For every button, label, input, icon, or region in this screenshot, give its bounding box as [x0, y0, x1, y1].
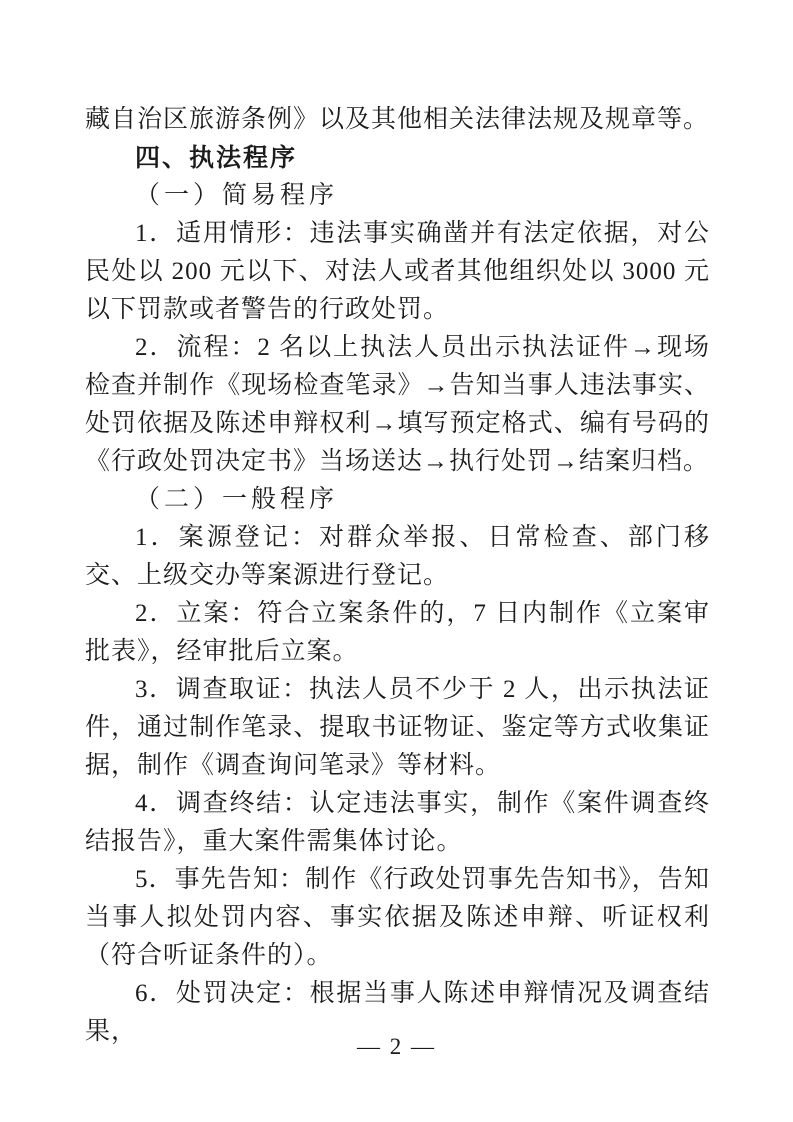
continuation-paragraph: 藏自治区旅游条例》以及其他相关法律法规及规章等。 — [85, 106, 710, 133]
subsection-heading-simple-procedure: （一）简易程序 — [135, 182, 339, 209]
body-paragraph-case-registration: 1．案源登记：对群众举报、日常检查、部门移交、上级交办等案源进行登记。 — [85, 524, 710, 589]
page-number: — 2 — — [357, 1034, 436, 1059]
subsection-heading-general-procedure: （二）一般程序 — [135, 486, 339, 513]
body-paragraph-applicable-situations: 1．适用情形：违法事实确凿并有法定依据，对公民处以 200 元以下、对法人或者其他组织处以 3000 元以下罚款或者警告的行政处罚。 — [85, 220, 710, 323]
body-paragraph-case-filing: 2．立案：符合立案条件的，7 日内制作《立案审批表》，经审批后立案。 — [85, 600, 710, 665]
section-heading-enforcement-procedure: 四、执法程序 — [135, 143, 298, 172]
body-paragraph-process-flow: 2．流程：2 名以上执法人员出示执法证件→现场检查并制作《现场检查笔录》→告知当事人违法事实、处罚依据及陈述申辩权利→填写预定格式、编有号码的《行政处罚决定书》当场送达→执行处罚→结案归档。 — [85, 334, 710, 475]
body-paragraph-prior-notice: 5．事先告知：制作《行政处罚事先告知书》，告知当事人拟处罚内容、事实依据及陈述申辩、听证权利（符合听证条件的）。 — [85, 866, 710, 969]
body-paragraph-penalty-decision: 6．处罚决定：根据当事人陈述申辩情况及调查结果， — [85, 980, 710, 1045]
body-paragraph-evidence-collection: 3．调查取证：执法人员不少于 2 人，出示执法证件，通过制作笔录、提取书证物证、鉴定等方式收集证据，制作《调查询问笔录》等材料。 — [85, 676, 710, 779]
body-paragraph-investigation-conclusion: 4．调查终结：认定违法事实，制作《案件调查终结报告》，重大案件需集体讨论。 — [85, 790, 710, 855]
